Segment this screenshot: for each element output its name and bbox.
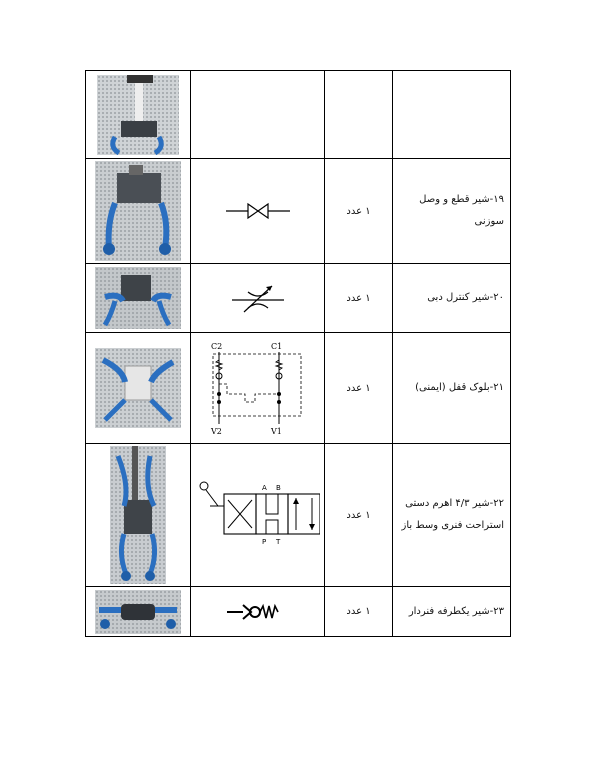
photo-cell <box>86 444 191 587</box>
pilot-check-symbol <box>203 340 313 436</box>
quantity-cell: ۱ عدد <box>325 587 393 637</box>
component-name <box>393 71 511 159</box>
photo-cell <box>86 587 191 637</box>
port-c2-label: C2 <box>210 342 222 351</box>
component-name: ۲۱-بلوک قفل (ایمنی) <box>393 333 511 444</box>
quantity-cell <box>325 71 393 159</box>
photo-cell <box>86 264 191 333</box>
quantity-cell: ۱ عدد <box>325 264 393 333</box>
symbol-cell <box>191 264 325 333</box>
flow-control-symbol <box>228 278 288 318</box>
component-table <box>85 70 511 637</box>
photo-cell <box>86 71 191 159</box>
symbol-cell <box>191 71 325 159</box>
component-name: ۲۰-شیر کنترل دبی <box>393 264 511 333</box>
table-row <box>86 587 511 637</box>
check-valve-photo <box>95 590 181 634</box>
symbol-cell <box>191 587 325 637</box>
port-b-label: B <box>275 484 281 492</box>
component-name: ۲۳-شیر یکطرفه فنردار <box>393 587 511 637</box>
quantity-cell: ۱ عدد <box>325 444 393 587</box>
port-v2-label: V2 <box>210 427 222 436</box>
quantity-cell: ۱ عدد <box>325 159 393 264</box>
port-p-label: P <box>261 538 266 546</box>
needle-valve-symbol <box>218 191 298 231</box>
needle-valve-photo <box>95 161 181 261</box>
table-row <box>86 159 511 264</box>
symbol-cell <box>191 333 325 444</box>
port-c1-label: C1 <box>270 342 282 351</box>
port-t-label: T <box>275 538 280 546</box>
symbol-cell <box>191 159 325 264</box>
spring-check-symbol <box>223 597 293 627</box>
quantity-cell: ۱ عدد <box>325 333 393 444</box>
table-row <box>86 264 511 333</box>
symbol-cell <box>191 444 325 587</box>
port-v1-label: V1 <box>270 427 282 436</box>
lock-block-photo <box>95 348 181 428</box>
port-a-label: A <box>261 484 267 492</box>
valve-stand-photo <box>97 75 179 155</box>
table-row <box>86 71 511 159</box>
flow-control-photo <box>95 267 181 329</box>
table-row <box>86 444 511 587</box>
hand-lever-valve-photo <box>110 446 166 584</box>
directional-valve-symbol <box>196 480 320 550</box>
table-row <box>86 333 511 444</box>
component-name: ۲۲-شیر ۴/۳ اهرم دستی استراحت فنری وسط باز <box>393 444 511 587</box>
component-name: ۱۹-شیر قطع و وصل سوزنی <box>393 159 511 264</box>
photo-cell <box>86 333 191 444</box>
photo-cell <box>86 159 191 264</box>
